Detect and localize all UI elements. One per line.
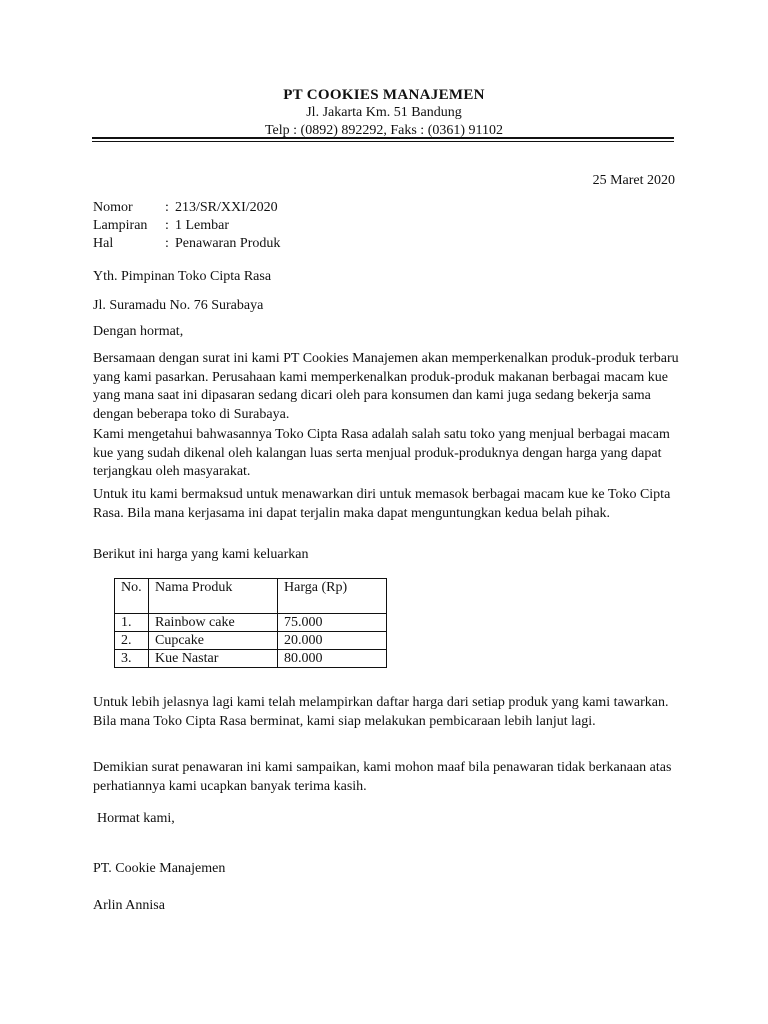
table-cell-product: Rainbow cake xyxy=(149,614,278,632)
table-cell-no: 2. xyxy=(115,632,149,650)
table-cell-no: 3. xyxy=(115,650,149,668)
meta-value: 1 Lembar xyxy=(175,218,230,233)
meta-value: 213/SR/XXI/2020 xyxy=(175,200,278,215)
letter-meta xyxy=(93,199,280,253)
table-header-row xyxy=(115,579,387,614)
table-cell-price: 80.000 xyxy=(278,650,387,668)
body-paragraph-1: Bersamaan dengan surat ini kami PT Cookies Manajemen akan memperkenalkan produk-produk terbaru yang kami pasarkan. Perusahaan kami memperkenalkan produk-produk makanan berbagai macam kue yang mana saat ini dipasaran sedang dicari oleh para konsumen dan kami juga sedang bekerja sama dengan beberapa toko di Surabaya. xyxy=(93,351,679,422)
meta-row-lampiran xyxy=(93,217,280,235)
company-name: PT COOKIES MANAJEMEN xyxy=(283,87,485,103)
meta-separator: : xyxy=(165,218,169,233)
meta-row-hal xyxy=(93,235,280,253)
meta-row-nomor xyxy=(93,199,280,217)
table-row xyxy=(115,614,387,632)
table-cell-price: 20.000 xyxy=(278,632,387,650)
body-paragraph-4: Berikut ini harga yang kami keluarkan xyxy=(93,547,309,562)
meta-separator: : xyxy=(165,200,169,215)
letterhead-rule-thin xyxy=(92,141,674,142)
price-table xyxy=(114,578,387,668)
meta-separator: : xyxy=(165,236,169,251)
table-row xyxy=(115,632,387,650)
letterhead xyxy=(0,86,768,140)
table-cell-price: 75.000 xyxy=(278,614,387,632)
body-paragraph-2: Kami mengetahui bahwasannya Toko Cipta Rasa adalah salah satu toko yang menjual berbagai macam kue yang sudah dikenal oleh kalangan luas serta menjual produk-produknya dengan harga yang dapat terjangkau oleh masyarakat. xyxy=(93,427,670,480)
table-cell-product: Kue Nastar xyxy=(149,650,278,668)
closing: Hormat kami, xyxy=(97,811,175,826)
body-paragraph-5: Untuk lebih jelasnya lagi kami telah melampirkan daftar harga dari setiap produk yang kami tawarkan. Bila mana Toko Cipta Rasa berminat, kami siap melakukan pembicaraan lebih lanjut lagi. xyxy=(93,695,669,729)
body-paragraph-6: Demikian surat penawaran ini kami sampaikan, kami mohon maaf bila penawaran tidak berkanaan atas perhatiannya kami ucapkan banyak terima kasih. xyxy=(93,760,672,794)
table-header-price: Harga (Rp) xyxy=(278,579,387,614)
recipient-address: Jl. Suramadu No. 76 Surabaya xyxy=(93,298,264,313)
table-cell-no: 1. xyxy=(115,614,149,632)
recipient-name: Yth. Pimpinan Toko Cipta Rasa xyxy=(93,269,272,284)
letterhead-rule-thick xyxy=(92,137,674,139)
signature-name: Arlin Annisa xyxy=(93,898,165,913)
meta-value: Penawaran Produk xyxy=(175,236,281,251)
signature-company: PT. Cookie Manajemen xyxy=(93,861,226,876)
company-address: Jl. Jakarta Km. 51 Bandung xyxy=(306,105,462,120)
table-header-no: No. xyxy=(115,579,149,614)
salutation: Dengan hormat, xyxy=(93,324,184,339)
meta-label: Lampiran xyxy=(93,218,148,233)
table-header-product: Nama Produk xyxy=(149,579,278,614)
meta-label: Nomor xyxy=(93,200,133,215)
body-paragraph-3: Untuk itu kami bermaksud untuk menawarkan diri untuk memasok berbagai macam kue ke Toko Cipta Rasa. Bila mana kerjasama ini dapat terjalin maka dapat menguntungkan kedua belah pihak. xyxy=(93,487,671,521)
letter-date: 25 Maret 2020 xyxy=(592,173,675,188)
company-contact: Telp : (0892) 892292, Faks : (0361) 91102 xyxy=(264,123,504,138)
table-row xyxy=(115,650,387,668)
table-cell-product: Cupcake xyxy=(149,632,278,650)
meta-label: Hal xyxy=(93,236,114,251)
